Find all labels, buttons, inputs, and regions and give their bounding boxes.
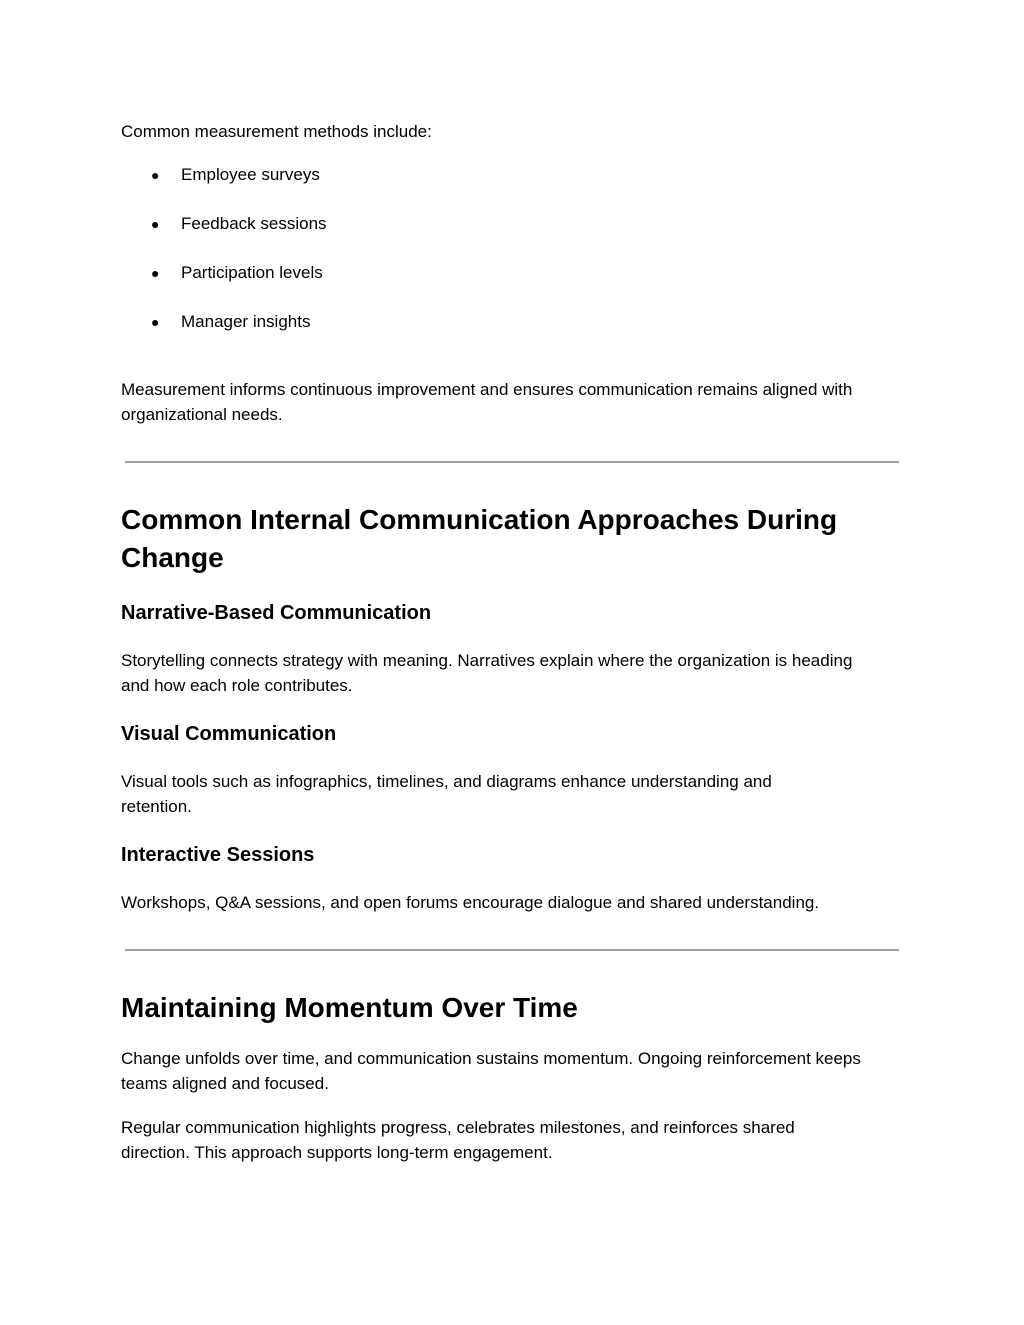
measurement-paragraph: Measurement informs continuous improvement and ensures communication remains aligned with organizational needs. xyxy=(121,380,853,424)
divider xyxy=(125,949,899,951)
bullet-icon: ● xyxy=(151,216,160,232)
paragraph: Visual tools such as infographics, timelines, and diagrams enhance understanding and retention. xyxy=(121,772,772,816)
divider xyxy=(125,461,899,463)
subheading: Interactive Sessions xyxy=(121,844,315,866)
list-item: Manager insights xyxy=(181,312,311,331)
paragraph: Storytelling connects strategy with meaning. Narratives explain where the organization is heading and how each role contributes. xyxy=(121,651,853,695)
section-heading: Common Internal Communication Approaches During Change xyxy=(121,504,838,573)
bullet-icon: ● xyxy=(151,265,160,281)
subheading: Narrative-Based Communication xyxy=(121,602,432,624)
list-item: Feedback sessions xyxy=(181,214,327,233)
bullet-icon: ● xyxy=(151,314,160,330)
list-item: Employee surveys xyxy=(181,165,320,184)
intro-text: Common measurement methods include: xyxy=(121,122,432,141)
bullet-icon: ● xyxy=(151,167,160,183)
section-heading: Maintaining Momentum Over Time xyxy=(121,992,578,1023)
subheading: Visual Communication xyxy=(121,723,337,745)
list-item: Participation levels xyxy=(181,263,323,282)
paragraph: Change unfolds over time, and communication sustains momentum. Ongoing reinforcement keeps teams aligned and focused. xyxy=(121,1049,861,1093)
paragraph: Regular communication highlights progress, celebrates milestones, and reinforces shared direction. This approach supports long-term engagement. xyxy=(121,1118,795,1162)
paragraph: Workshops, Q&A sessions, and open forums encourage dialogue and shared understanding. xyxy=(121,893,820,912)
